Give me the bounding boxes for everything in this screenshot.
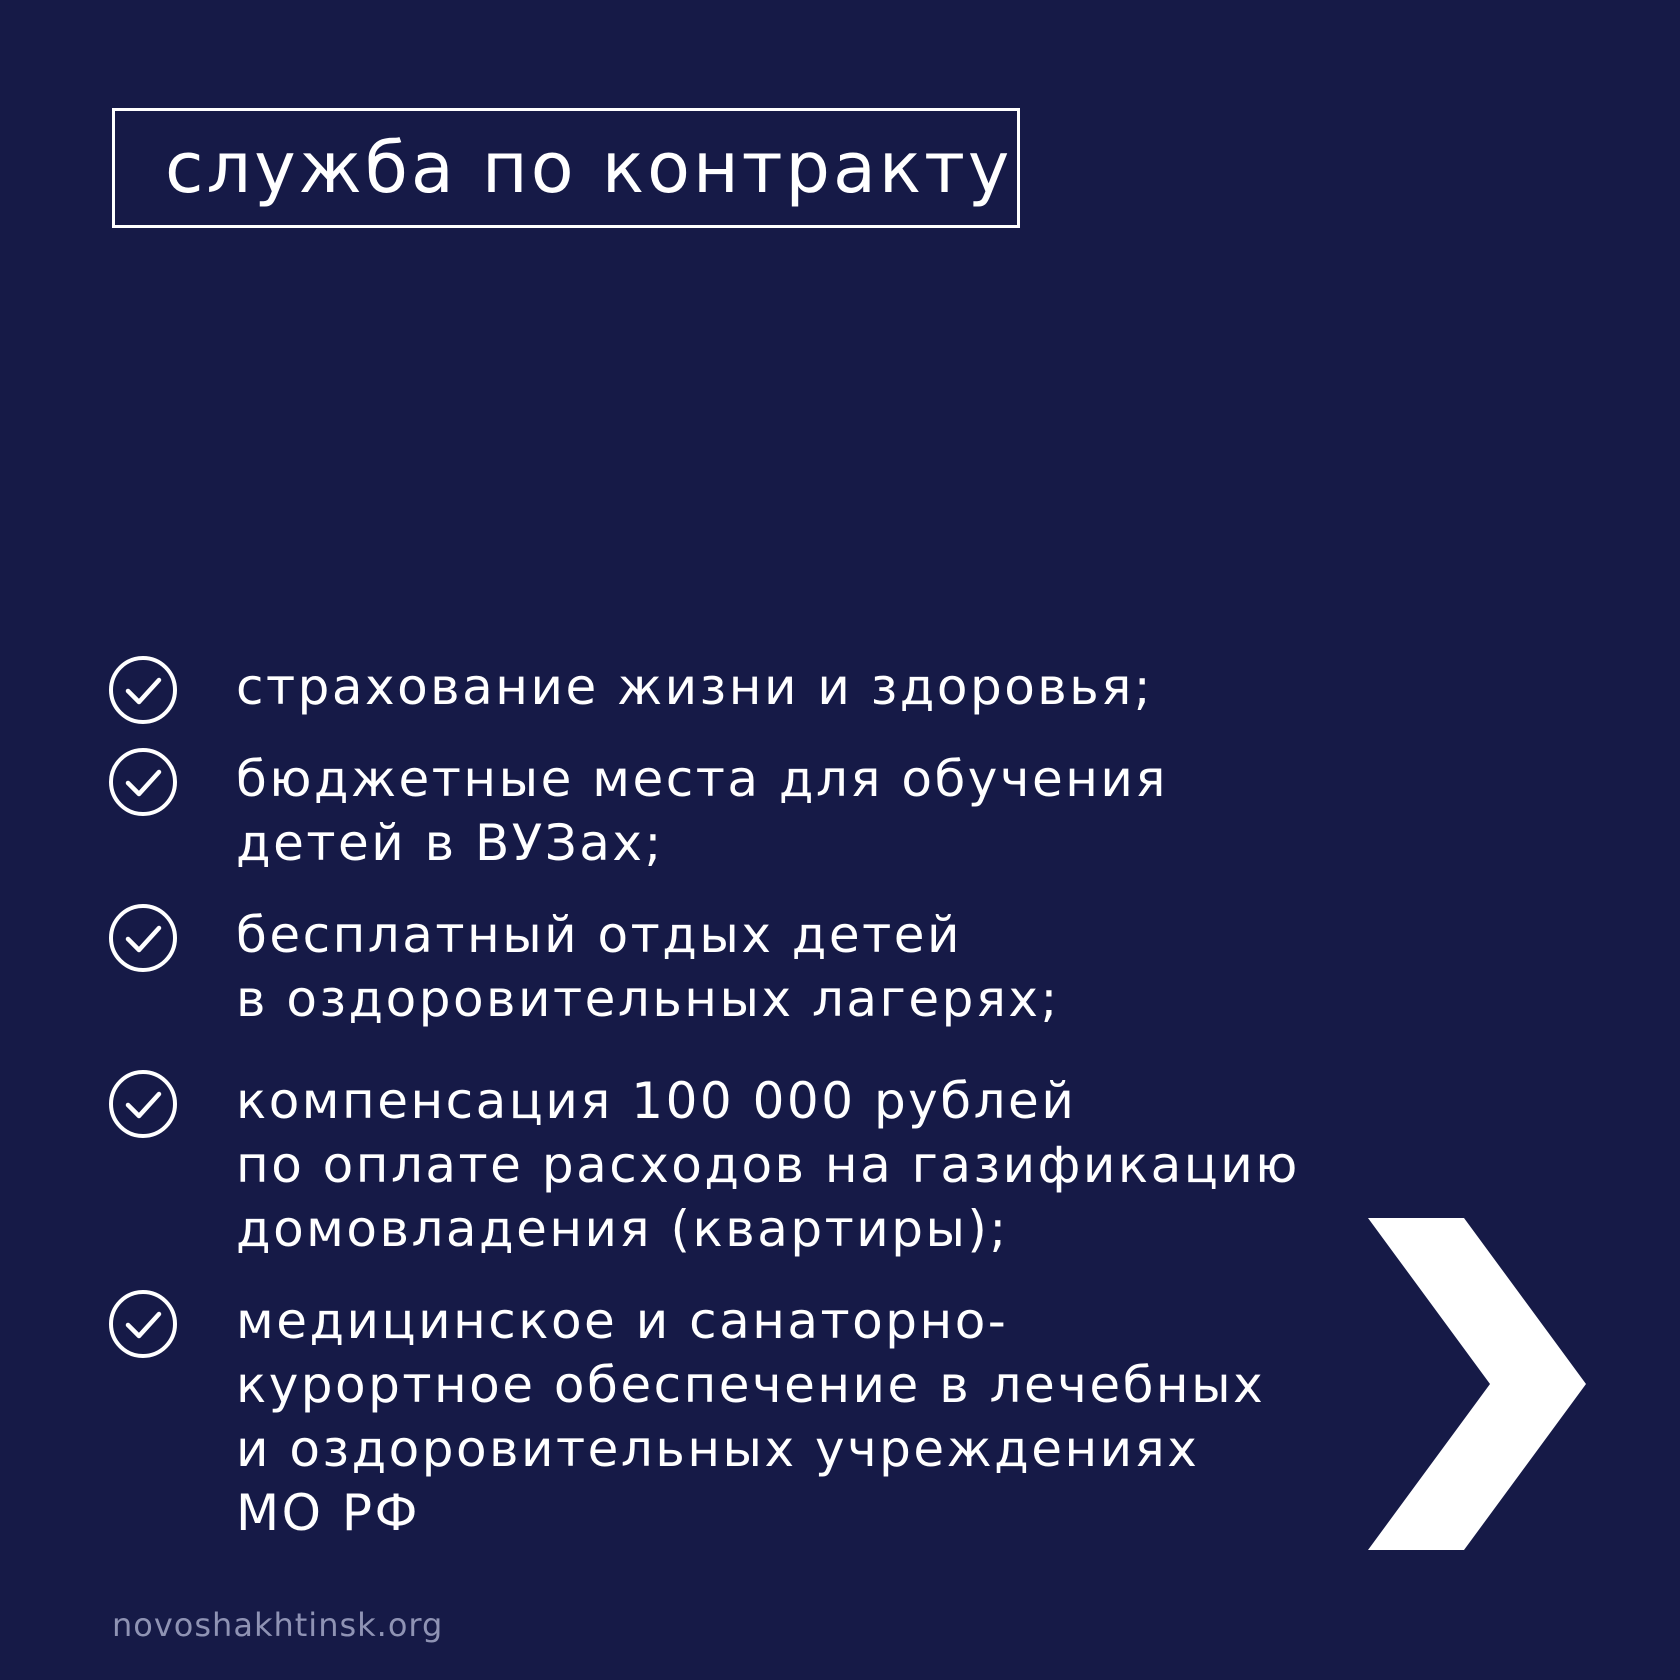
benefit-text: медицинское и санаторно- курортное обеспечение в лечебных и оздоровительных учреждениях МО РФ xyxy=(236,1292,1266,1542)
page-title: служба по контракту xyxy=(165,127,1013,209)
benefits-list xyxy=(108,655,1308,1573)
benefit-text: компенсация 100 000 рублей по оплате расходов на газификацию домовладения (квартиры); xyxy=(236,1072,1300,1258)
list-item xyxy=(108,1289,1308,1545)
benefit-text: бесплатный отдых детей в оздоровительных лагерях; xyxy=(236,906,1060,1028)
list-item xyxy=(108,903,1308,1031)
list-item xyxy=(108,655,1308,719)
check-circle-icon xyxy=(108,903,178,973)
check-circle-icon xyxy=(108,655,178,725)
benefit-text: страхование жизни и здоровья; xyxy=(236,658,1154,716)
benefit-text: бюджетные места для обучения детей в ВУЗах; xyxy=(236,750,1168,872)
check-circle-icon xyxy=(108,1289,178,1359)
source-label: novoshakhtinsk.org xyxy=(112,1606,444,1644)
chevron-right-icon[interactable] xyxy=(1368,1218,1586,1550)
title-box xyxy=(112,108,1020,228)
list-item xyxy=(108,1069,1308,1261)
check-circle-icon xyxy=(108,747,178,817)
list-item xyxy=(108,747,1308,875)
check-circle-icon xyxy=(108,1069,178,1139)
